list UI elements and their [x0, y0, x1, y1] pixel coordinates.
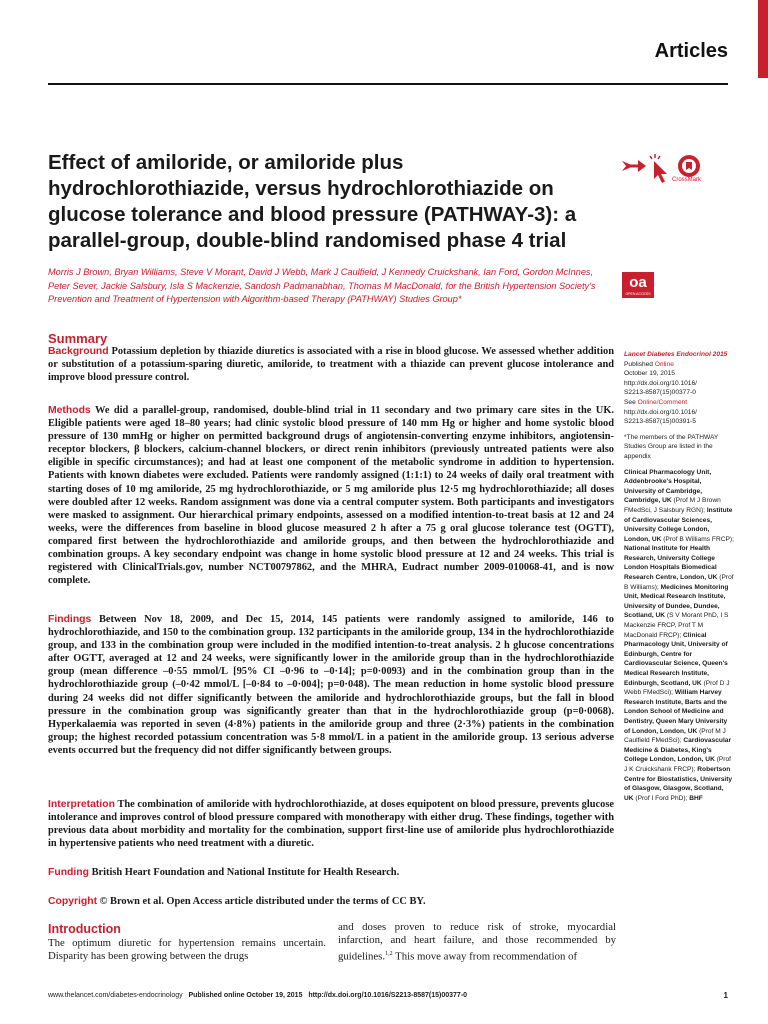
sidebar — [624, 350, 734, 803]
introduction-right-column — [338, 921, 616, 964]
footer-doi-link[interactable]: http://dx.doi.org/10.1016/S2213-8587(15)00377-0 — [308, 992, 468, 999]
abstract-copyright-label: Copyright — [48, 896, 98, 907]
header-accent-bar — [758, 0, 768, 78]
abstract-funding — [48, 866, 614, 879]
open-access-sublabel: OPEN ACCESS — [625, 292, 651, 296]
affiliation-1: Clinical Pharmacology Unit, Addenbrooke's Hospital, University of Cambridge, Cambridge, UK — [624, 468, 712, 505]
abstract-interpretation-label: Interpretation — [48, 799, 115, 810]
introduction-left-column: The optimum diuretic for hypertension remains uncertain. Disparity has been growing between the drugs — [48, 937, 326, 963]
affiliation-1-people: (Prof M J Brown FMedSci, J Salsbury RGN); — [624, 497, 721, 514]
affiliation-4: Medicines Monitoring Unit, Medical Research Institute, University of Dundee, Dundee, Scotland, UK — [624, 583, 729, 620]
affiliations — [624, 468, 734, 804]
comment-doi-line1[interactable]: http://dx.doi.org/10.1016/ — [624, 408, 697, 416]
header-rule — [48, 83, 728, 85]
affiliation-8: Robertson Centre for Biostatistics, University of Glasgow, Glasgow, Scotland, UK — [624, 765, 733, 802]
introduction-heading: Introduction — [48, 922, 121, 936]
abstract-findings-label: Findings — [48, 614, 92, 625]
comment-doi-line2[interactable]: S2213-8587(15)00391-5 — [624, 418, 696, 426]
open-access-icon: oa — [622, 272, 654, 298]
abstract-funding-text: British Heart Foundation and National Institute for Health Research. — [91, 867, 400, 878]
summary-heading: Summary — [48, 331, 108, 346]
affiliation-4-people: (S V Morant PhD, I S Mackenzie FRCP, Prof T M MacDonald FRCP); — [624, 612, 729, 639]
section-label: Articles — [654, 40, 728, 62]
abstract-findings — [48, 613, 614, 757]
abstract-methods-label: Methods — [48, 405, 91, 416]
abstract-background-text: Potassium depletion by thiazide diuretics is associated with a rise in blood glucose. We assessed whether addition or substitution of a potassium-sparing diuretic, amiloride, to treatment with a thiazide can prevent glucose intolerance and improve blood pressure control. — [48, 346, 614, 384]
abstract-methods-text: We did a parallel-group, randomised, double-blind trial in 11 secondary and two primary care sites in the UK. Eligible patients were aged 18–80 years; had clinic systolic blood pressure of 140 mm Hg or higher and home systolic blood pressure of 130 mmHg or higher on permitted background drugs of angiotensin-converting enzyme inhibitors, angiotensin-receptor blockers, β blockers, calcium-channel blockers, or direct renin inhibitors (previously untreated patients were also eligible in specific circumstances); and had at least one component of the metabolic syndrome in addition to hypertension. Patients with known diabetes were excluded. Patients were randomly assigned (1:1:1) to 24 weeks of daily oral treatment with starting doses of 10 mg amiloride, 25 mg hydrochlorothiazide, or 5 mg amiloride plus 12·5 mg hydrochlorothiazide; all doses were doubled after 12 weeks. Random assignment was done via a central computer system. Both participants and investigators were masked to assignment. Our hierarchical primary endpoints, assessed on a modified intention-to-treat basis at 12 and 24 weeks, were the differences from baseline in blood glucose measured 2 h after a 75 g oral glucose tolerance test (OGTT), compared first between the hydrochlorothiazide and amiloride groups, and then between the hydrochlorothiazide and combination groups. A key secondary endpoint was change in home systolic blood pressure at 12 and 24 weeks. This trial is registered with ClinicalTrials.gov, number NCT00797862, and the MHRA, Eudract number 2009-010068-41, and is now complete. — [48, 405, 614, 587]
article-doi-line1[interactable]: http://dx.doi.org/10.1016/ — [624, 379, 697, 387]
introduction-right-continued: This move away from recommendation of — [392, 950, 578, 963]
affiliation-5: Clinical Pharmacology Unit, University of Edinburgh, Centre for Cardiovascular Science, Queen's Medical Research Institute, Edinburgh, Scotland, UK — [624, 631, 728, 687]
affiliation-5-people: (Prof D J Webb FMedSci); — [624, 679, 730, 697]
reference-superscript[interactable]: 1,2 — [385, 950, 393, 957]
cursor-click-icon[interactable] — [650, 154, 667, 183]
see-comment-line — [624, 398, 734, 408]
see-prefix: See — [624, 398, 638, 406]
footer-site-link[interactable]: www.thelancet.com/diabetes-endocrinology — [48, 992, 183, 999]
affiliation-7-people: (Prof J K Cruickshank FRCP); — [624, 756, 731, 773]
abstract-interpretation — [48, 798, 614, 850]
published-online-link[interactable]: Online — [654, 360, 674, 368]
introduction-right-text: and doses proven to reduce risk of stroke, myocardial infarction, and heart failure, and those recommended by guidelines. — [338, 921, 616, 963]
affiliation-2: Institute of Cardiovascular Sciences, University College London, London, UK — [624, 506, 733, 543]
author-list: Morris J Brown, Bryan Williams, Steve V Morant, David J Webb, Mark J Caulfield, J Kennedy Cruickshank, Ian Ford, Gordon McInnes, Peter Sever, Jackie Salsbury, Isla S Mackenzie, Sandosh Padmanabhan, Thomas M MacDonald, for the British Hypertension Society's Prevention and Treatment of Hypertension with Algorithm-based Therapy (PATHWAY) Studies Group* — [48, 267, 596, 304]
abstract-methods — [48, 404, 614, 587]
affiliation-6-people: (Prof M J Caulfield FMedSci); — [624, 727, 726, 745]
abstract-interpretation-text: The combination of amiloride with hydrochlorothiazide, at doses equipotent on blood pressure, prevents glucose intolerance and improves control of blood pressure compared with monotherapy with either drug. These findings, together with previous data about morbidity and mortality for the combination, support first-line use of amiloride plus hydrochlorothiazide in hypertensive patients who need treatment with a diuretic. — [48, 799, 614, 850]
article-title: Effect of amiloride, or amiloride plus hydrochlorothiazide, versus hydrochlorothiazide on glucose tolerance and blood pressure (PATHWAY-3): a parallel-group, double-blind randomised phase 4 trial — [48, 151, 577, 252]
crossmark-icon[interactable] — [678, 155, 700, 177]
group-note: *The members of the PATHWAY Studies Group are listed in the appendix — [624, 433, 719, 460]
published-line — [624, 360, 734, 370]
abstract-copyright — [48, 895, 614, 908]
abstract-funding-label: Funding — [48, 867, 89, 878]
affiliation-3: National Institute for Health Research, University College London Hospitals Biomedical Research Centre, London, UK — [624, 545, 718, 582]
abstract-background-label: Background — [48, 346, 109, 357]
affiliation-2-people: (Prof B Williams FRCP); — [663, 535, 734, 543]
page-number: 1 — [723, 991, 728, 1000]
published-date: October 19, 2015 — [624, 370, 675, 378]
abstract-background — [48, 345, 614, 384]
affiliation-3-people: (Prof B Williams); — [624, 574, 734, 591]
abstract-copyright-text: © Brown et al. Open Access article distributed under the terms of CC BY. — [99, 896, 426, 907]
article-doi-line2[interactable]: S2213-8587(15)00377-0 — [624, 389, 696, 397]
arrow-icon[interactable] — [622, 160, 646, 172]
crossmark-label: CrossMark — [672, 177, 702, 183]
footer-published: Published online October 19, 2015 — [188, 992, 303, 999]
affiliation-9: BHF — [689, 794, 703, 802]
affiliation-7: Cardiovascular Medicine & Diabetes, King's College London, London, UK — [624, 737, 732, 764]
online-comment-link[interactable]: Online/Comment — [637, 398, 688, 406]
journal-citation: Lancet Diabetes Endocrinol 2015 — [624, 351, 728, 358]
abstract-findings-text: Between Nov 18, 2009, and Dec 15, 2014, 145 patients were randomly assigned to amiloride, 146 to hydrochlorothiazide, and 150 to the combination group. 132 participants in the amiloride group, 134 in the hydrochlorothiazide group, and 133 in the combination group were included in the modified intention-to-treat analysis. 2 h glucose concentrations after OGTT, averaged at 12 and 24 weeks, were significantly lower in the amiloride group than in the hydrochlorothiazide group (mean difference –0·55 mmol/L [95% CI –0·96 to –0·14]; p=0·0093) and in the combination group than in the hydrochlorothiazide group (–0·42 mmol/L [–0·84 to –0·004]; p=0·048). The mean reduction in home systolic blood pressure during 24 weeks did not differ significantly between the amiloride and hydrochlorothiazide groups, but the fall in blood pressure in the combination group was significantly greater than that in the hydrochlorothiazide group (p=0·0068). Hyperkalaemia was reported in seven (4·8%) patients in the amiloride group and three (2·3%) patients in the combination group; the highest recorded potassium concentration was 5·8 mmol/L in a patient in the amiloride group. 13 serious adverse events occurred but the frequency did not differ significantly between groups. — [48, 614, 614, 756]
published-prefix: Published — [624, 360, 655, 368]
affiliation-6: William Harvey Research Institute, Barts and the London School of Medicine and Dentistry, Queen Mary University of London, London, UK — [624, 689, 728, 735]
page-footer — [48, 992, 467, 999]
affiliation-8-people: (Prof I Ford PhD); — [635, 794, 688, 802]
